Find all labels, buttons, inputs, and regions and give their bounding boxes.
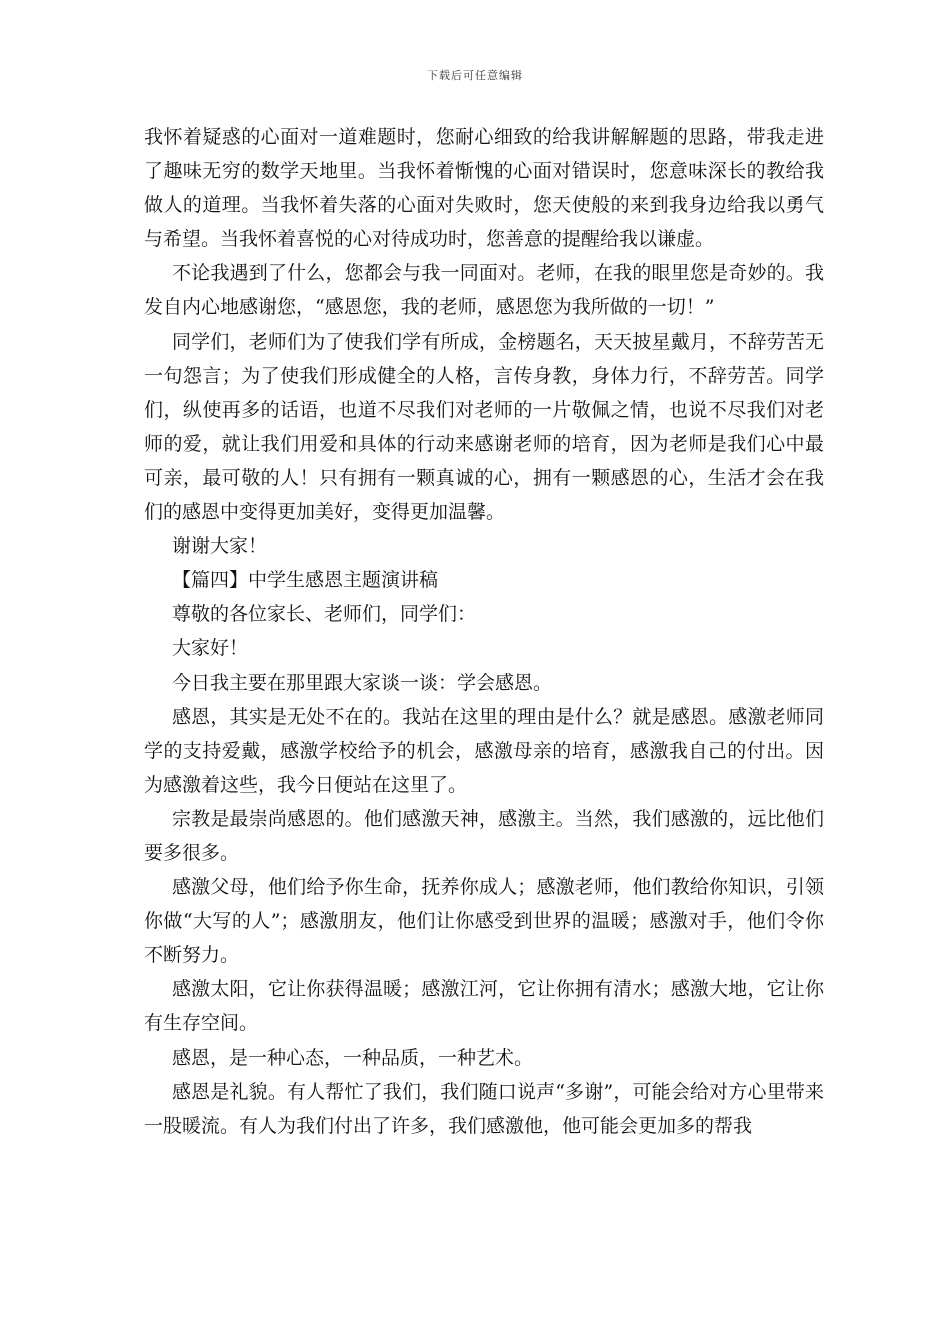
page-header-note: 下载后可任意编辑 [427, 69, 523, 82]
paragraph-10: 宗教是最崇尚感恩的。他们感激天神，感激主。当然，我们感激的，远比他们要多很多。 [144, 807, 824, 864]
paragraph-4: 谢谢大家！ [172, 535, 268, 558]
document-body [144, 120, 824, 1143]
salutation: 尊敬的各位家长、老师们，同学们： [172, 603, 477, 626]
paragraph-12: 感激太阳，它让你获得温暖；感激江河，它让你拥有清水；感激大地，它让你有生存空间。 [144, 978, 824, 1035]
paragraph-13: 感恩，是一种心态，一种品质，一种艺术。 [172, 1046, 534, 1069]
paragraph-11: 感激父母，他们给予你生命，抚养你成人；感激老师，他们教给你知识，引领你做“大写的人”；感激朋友，他们让你感受到世界的温暖；感激对手，他们令你不断努力。 [144, 876, 824, 967]
paragraph-8: 今日我主要在那里跟大家谈一谈：学会感恩。 [172, 671, 553, 694]
section-heading: 【篇四】中学生感恩主题演讲稿 [172, 569, 439, 592]
paragraph-14: 感恩是礼貌。有人帮忙了我们，我们随口说声“多谢”，可能会给对方心里带来一股暖流。有人为我们付出了许多，我们感激他，他可能会更加多的帮我 [144, 1080, 824, 1137]
paragraph-9: 感恩，其实是无处不在的。我站在这里的理由是什么？就是感恩。感激老师同学的支持爱戴，感激学校给予的机会，感激母亲的培育，感激我自己的付出。因为感激着这些，我今日便站在这里了。 [144, 705, 824, 796]
paragraph-3: 同学们，老师们为了使我们学有所成，金榜题名，天天披星戴月，不辞劳苦无一句怨言；为了使我们形成健全的人格，言传身教，身体力行，不辞劳苦。同学们，纵使再多的话语，也道不尽我们对老师的一片敬佩之情，也说不尽我们对老师的爱，就让我们用爱和具体的行动来感谢老师的培育，因为老师是我们心中最可亲，最可敬的人！只有拥有一颗真诚的心，拥有一颗感恩的心，生活才会在我们的感恩中变得更加美好，变得更加温馨。 [144, 330, 824, 524]
paragraph-1: 我怀着疑惑的心面对一道难题时，您耐心细致的给我讲解解题的思路，带我走进了趣味无穷的数学天地里。当我怀着惭愧的心面对错误时，您意味深长的教给我做人的道理。当我怀着失落的心面对失败时，您天使般的来到我身边给我以勇气与希望。当我怀着喜悦的心对待成功时，您善意的提醒给我以谦虚。 [144, 126, 824, 251]
paragraph-2: 不论我遇到了什么，您都会与我一同面对。老师，在我的眼里您是奇妙的。我发自内心地感谢您，“感恩您，我的老师，感恩您为我所做的一切！” [144, 262, 824, 319]
greeting: 大家好！ [172, 637, 249, 660]
